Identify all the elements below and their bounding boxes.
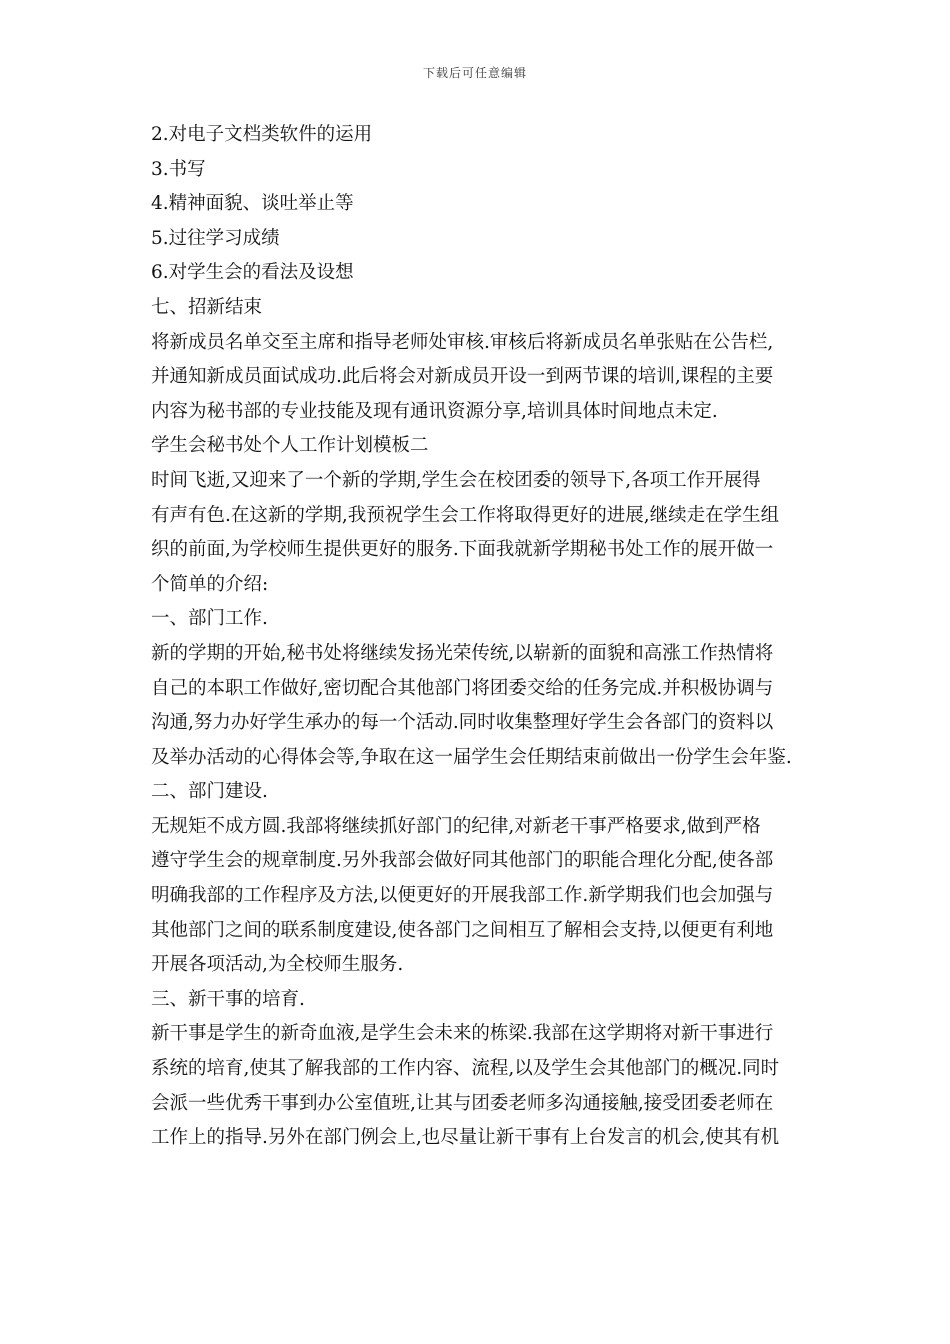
paragraph-line: 遵守学生会的规章制度.另外我部会做好同其他部门的职能合理化分配,使各部 [151,850,774,872]
section-heading: 一、部门工作. [151,608,268,630]
paragraph-line: 及举办活动的心得体会等,争取在这一届学生会任期结束前做出一份学生会年鉴. [151,746,792,768]
paragraph-line: 其他部门之间的联系制度建设,使各部门之间相互了解相会支持,以便更有利地 [151,919,774,941]
list-item: 6.对学生会的看法及设想 [151,262,354,284]
paragraph-line: 将新成员名单交至主席和指导老师处审核.审核后将新成员名单张贴在公告栏, [151,331,774,353]
paragraph-line: 有声有色.在这新的学期,我预祝学生会工作将取得更好的进展,继续走在学生组 [151,504,780,526]
list-item: 4.精神面貌、谈吐举止等 [151,193,354,215]
paragraph-line: 并通知新成员面试成功.此后将会对新成员开设一到两节课的培训,课程的主要 [151,366,774,388]
header-note: 下载后可任意编辑 [422,66,527,80]
paragraph-line: 工作上的指导.另外在部门例会上,也尽量让新干事有上台发言的机会,使其有机 [151,1127,780,1149]
paragraph-line: 自己的本职工作做好,密切配合其他部门将团委交给的任务完成.并积极协调与 [151,677,774,699]
paragraph-line: 会派一些优秀干事到办公室值班,让其与团委老师多沟通接触,接受团委老师在 [151,1092,774,1114]
paragraph-line: 新干事是学生的新奇血液,是学生会未来的栋梁.我部在这学期将对新干事进行 [151,1023,774,1045]
list-item: 2.对电子文档类软件的运用 [151,124,373,145]
section-heading: 七、招新结束 [151,296,263,318]
paragraph-line: 明确我部的工作程序及方法,以便更好的开展我部工作.新学期我们也会加强与 [151,885,774,907]
paragraph-line: 无规矩不成方圆.我部将继续抓好部门的纪律,对新老干事严格要求,做到严格 [151,815,761,837]
paragraph-line: 沟通,努力办好学生承办的每一个活动.同时收集整理好学生会各部门的资料以 [151,712,774,734]
paragraph-line: 开展各项活动,为全校师生服务. [151,954,404,976]
paragraph-line: 织的前面,为学校师生提供更好的服务.下面我就新学期秘书处工作的展开做一 [151,539,774,561]
document-body [144,118,814,1156]
document-title: 学生会秘书处个人工作计划模板二 [151,435,429,457]
paragraph-line: 系统的培育,使其了解我部的工作内容、流程,以及学生会其他部门的概况.同时 [151,1058,780,1080]
section-heading: 三、新干事的培育. [151,988,305,1010]
paragraph-line: 新的学期的开始,秘书处将继续发扬光荣传统,以崭新的面貌和高涨工作热情将 [151,642,774,664]
paragraph-line: 内容为秘书部的专业技能及现有通讯资源分享,培训具体时间地点未定. [151,400,718,422]
list-item: 3.书写 [151,158,206,180]
list-item: 5.过往学习成绩 [151,227,280,249]
paragraph-line: 时间飞逝,又迎来了一个新的学期,学生会在校团委的领导下,各项工作开展得 [151,469,761,491]
section-heading: 二、部门建设. [151,781,268,803]
paragraph-line: 个简单的介绍: [151,573,269,595]
